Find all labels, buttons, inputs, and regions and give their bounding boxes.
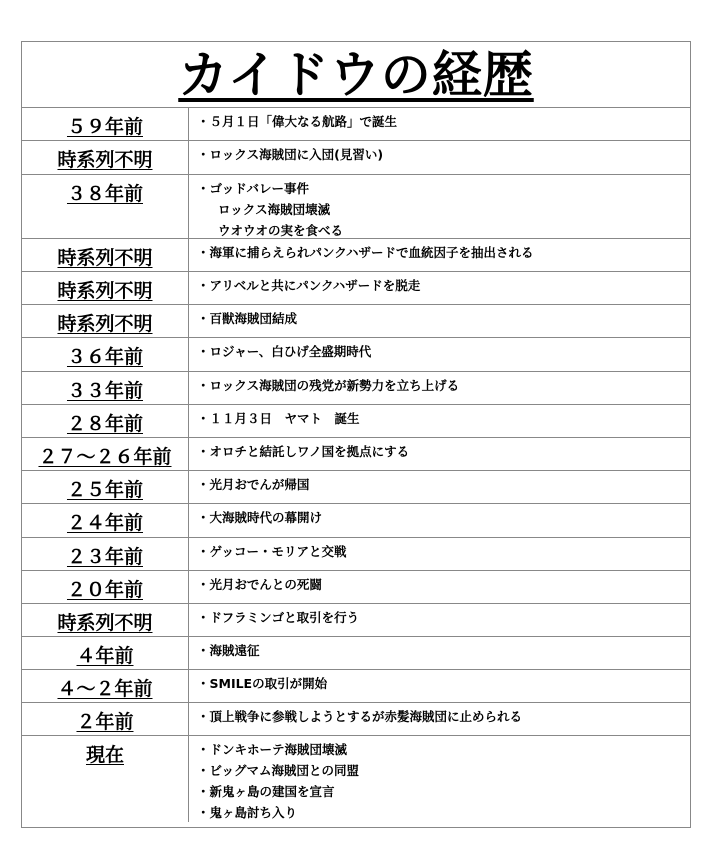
period-cell [22, 438, 189, 470]
events-cell [189, 736, 690, 822]
timeline-row [22, 504, 690, 538]
period-cell [22, 736, 189, 822]
timeline-row [22, 272, 690, 305]
period-cell [22, 471, 189, 503]
timeline-row [22, 736, 690, 822]
event-item: ・ロックス海賊団の残党が新勢力を立ち上げる [197, 378, 460, 393]
period-cell [22, 108, 189, 140]
title-cell [22, 42, 690, 108]
timeline-row [22, 108, 690, 141]
period-label: ５９年前 [66, 116, 143, 138]
events-cell [189, 372, 690, 404]
events-cell [189, 504, 690, 537]
period-label: ２年前 [76, 711, 134, 733]
events-cell [189, 305, 690, 337]
period-label: 現在 [85, 744, 124, 766]
period-label: 時系列不明 [57, 612, 153, 634]
events-cell [189, 175, 690, 238]
events-cell [189, 239, 690, 271]
period-cell [22, 670, 189, 702]
timeline-row [22, 538, 690, 571]
timeline-row [22, 175, 690, 239]
event-item: ウオウオの実を食べる [218, 223, 344, 238]
period-label: ２８年前 [66, 413, 143, 435]
period-label: 時系列不明 [57, 313, 153, 335]
event-item: ・１１月３日 ヤマト 誕生 [197, 411, 360, 426]
timeline-rows [22, 108, 690, 822]
events-cell [189, 637, 690, 669]
page-title: カイドウの経歴 [178, 45, 534, 104]
event-item: ・新鬼ヶ島の建国を宣言 [197, 784, 335, 799]
events-cell [189, 538, 690, 570]
period-label: ２３年前 [66, 546, 143, 568]
period-label: ２０年前 [66, 579, 143, 601]
period-label: ２７〜２６年前 [38, 446, 172, 468]
event-item: ・大海賊時代の幕開け [197, 510, 323, 525]
period-cell [22, 338, 189, 371]
timeline-row [22, 438, 690, 471]
period-label: ３８年前 [66, 183, 143, 205]
period-label: ３３年前 [66, 380, 143, 402]
event-item: ・５月１日「偉大なる航路」で誕生 [197, 114, 398, 129]
event-item: ・ビッグマム海賊団との同盟 [197, 763, 360, 778]
event-item: ・ドフラミンゴと取引を行う [197, 610, 360, 625]
events-cell [189, 338, 690, 371]
period-cell [22, 637, 189, 669]
timeline-row [22, 604, 690, 637]
event-item: ・光月おでんが帰国 [197, 477, 310, 492]
event-item: ・海軍に捕らえられパンクハザードで血統因子を抽出される [197, 245, 534, 260]
timeline-row [22, 372, 690, 405]
events-cell [189, 405, 690, 437]
events-cell [189, 604, 690, 636]
timeline-row [22, 405, 690, 438]
period-cell [22, 538, 189, 570]
period-cell [22, 175, 189, 238]
period-cell [22, 239, 189, 271]
timeline-row [22, 637, 690, 670]
period-cell [22, 405, 189, 437]
event-item: ・アリベルと共にパンクハザードを脱走 [197, 278, 421, 293]
period-cell [22, 504, 189, 537]
timeline-row [22, 338, 690, 372]
events-cell [189, 471, 690, 503]
timeline-row [22, 239, 690, 272]
events-cell [189, 703, 690, 735]
event-item: ・鬼ヶ島討ち入り [197, 805, 298, 820]
event-item: ・ゲッコー・モリアと交戦 [197, 544, 347, 559]
event-item: ・ゴッドバレー事件 [197, 181, 310, 196]
event-item: ・光月おでんとの死闘 [197, 577, 322, 592]
period-label: 時系列不明 [57, 149, 153, 171]
event-item: ・ロジャー、白ひげ全盛期時代 [197, 344, 372, 359]
timeline-row [22, 670, 690, 703]
timeline-table [21, 41, 691, 828]
period-cell [22, 305, 189, 337]
timeline-row [22, 305, 690, 338]
event-item: ・SMILEの取引が開始 [197, 676, 328, 691]
timeline-row [22, 571, 690, 604]
events-cell [189, 141, 690, 174]
period-cell [22, 604, 189, 636]
period-cell [22, 272, 189, 304]
event-item: ・ロックス海賊団に入団(見習い) [197, 147, 384, 162]
period-cell [22, 571, 189, 603]
period-label: ４年前 [76, 645, 134, 667]
events-cell [189, 108, 690, 140]
timeline-row [22, 141, 690, 175]
period-label: ４〜２年前 [57, 678, 153, 700]
timeline-row [22, 703, 690, 736]
events-cell [189, 272, 690, 304]
event-item: ・オロチと結託しワノ国を拠点にする [197, 444, 410, 459]
events-cell [189, 571, 690, 603]
event-item: ロックス海賊団壊滅 [218, 202, 331, 217]
event-item: ・ドンキホーテ海賊団壊滅 [197, 742, 348, 757]
period-cell [22, 703, 189, 735]
period-label: ２４年前 [66, 512, 143, 534]
period-label: ３６年前 [66, 346, 143, 368]
period-label: 時系列不明 [57, 247, 153, 269]
period-label: 時系列不明 [57, 280, 153, 302]
timeline-row [22, 471, 690, 504]
period-cell [22, 372, 189, 404]
event-item: ・頂上戦争に参戦しようとするが赤髪海賊団に止められる [197, 709, 523, 724]
period-label: ２５年前 [66, 479, 143, 501]
events-cell [189, 438, 690, 470]
period-cell [22, 141, 189, 174]
event-item: ・百獣海賊団結成 [197, 311, 298, 326]
event-item: ・海賊遠征 [197, 643, 260, 658]
events-cell [189, 670, 690, 702]
